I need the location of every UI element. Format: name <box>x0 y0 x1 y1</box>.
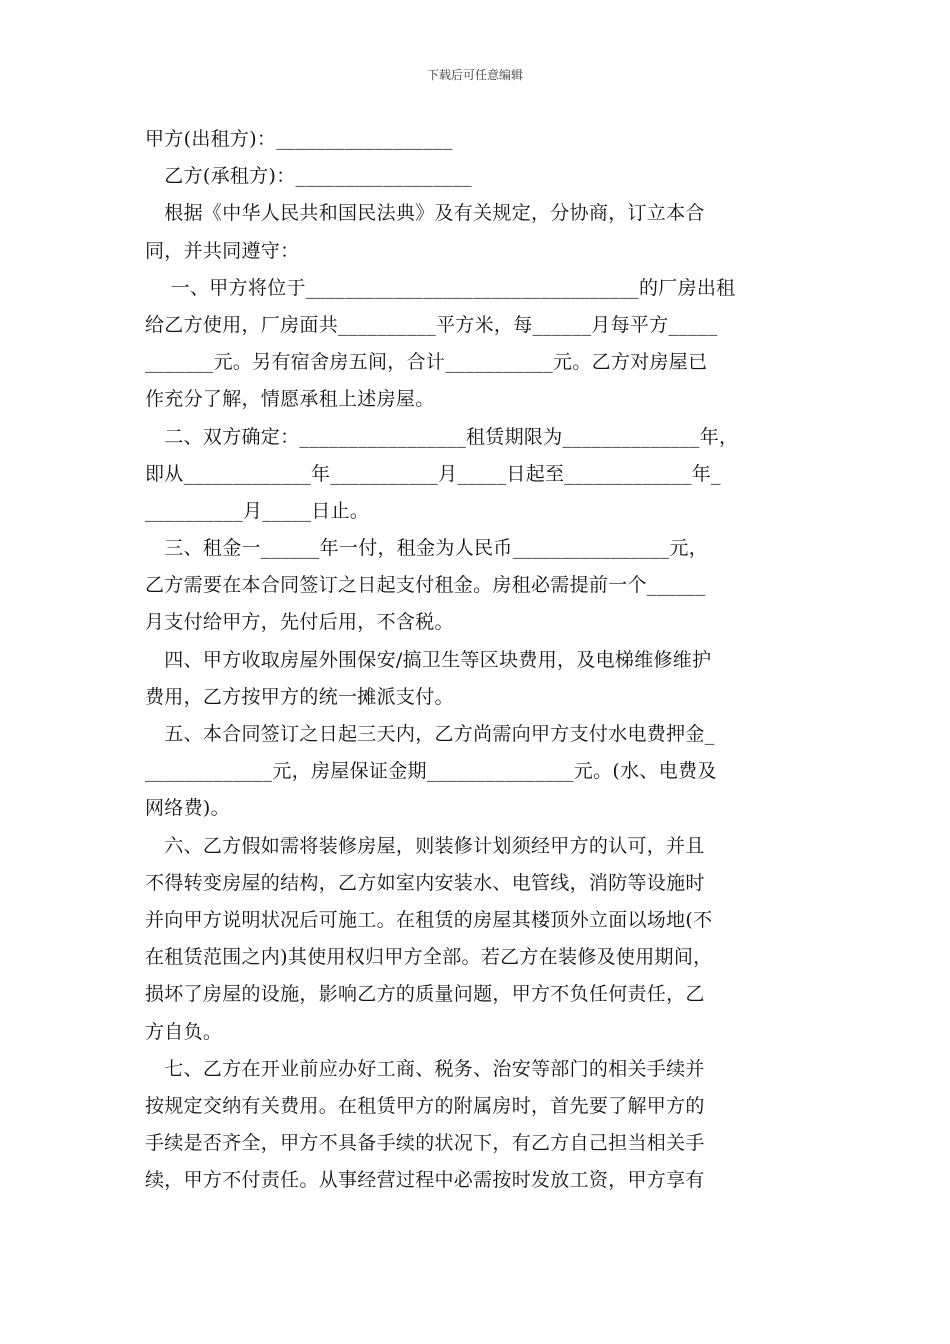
text-line: 甲方(出租方)：__________________ <box>145 128 453 150</box>
text-line: 月支付给甲方，先付后用，不含税。 <box>145 611 454 634</box>
text-line: 手续是否齐全，甲方不具备手续的状况下，有乙方自己担当相关手 <box>145 1132 705 1155</box>
text-line: 按规定交纳有关费用。在租赁甲方的附属房时，首先要了解甲方的 <box>145 1094 705 1117</box>
text-line: 乙方(承租方)：__________________ <box>145 165 472 188</box>
text-line: 在租赁范围之内)其使用权归甲方全部。若乙方在装修及使用期间， <box>145 946 713 969</box>
text-line: 作充分了解，情愿承租上述房屋。 <box>145 388 435 411</box>
text-line: 给乙方使用，厂房面共__________平方米，每______月每平方_____ <box>145 313 718 336</box>
text-line: 一、甲方将位于__________________________________的厂房出租 <box>145 276 736 299</box>
text-line: 四、甲方收取房屋外围保安/搞卫生等区块费用，及电梯维修维护 <box>145 648 712 671</box>
text-line: _______元。另有宿舍房五间，合计___________元。乙方对房屋已 <box>145 351 708 374</box>
text-line: 三、租金一______年一付，租金为人民币________________元， <box>145 537 709 560</box>
text-line: 方自负。 <box>145 1020 223 1043</box>
text-line: __________月_____日止。 <box>145 499 370 522</box>
text-line: 根据《中华人民共和国民法典》及有关规定，分协商，订立本合 <box>145 202 705 225</box>
text-line: 损坏了房屋的设施，影响乙方的质量问题，甲方不负任何责任，乙 <box>145 983 705 1006</box>
page-header-note: 下载后可任意编辑 <box>426 68 523 82</box>
text-line: 七、乙方在开业前应办好工商、税务、治安等部门的相关手续并 <box>145 1057 705 1080</box>
text-line: 同，并共同遵守： <box>145 239 300 262</box>
contract-body <box>145 121 810 1199</box>
text-line: 即从_____________年___________月_____日起至_____________年_ <box>145 462 721 485</box>
text-line: _____________元，房屋保证金期_______________元。(水、电费及 <box>145 760 717 783</box>
text-line: 不得转变房屋的结构，乙方如室内安装水、电管线，消防等设施时 <box>145 871 705 894</box>
text-line: 并向甲方说明状况后可施工。在租赁的房屋其楼顶外立面以场地(不 <box>145 908 713 931</box>
text-line: 乙方需要在本合同签订之日起支付租金。房租必需提前一个______ <box>145 574 706 597</box>
text-line: 续，甲方不付责任。从事经营过程中必需按时发放工资，甲方享有 <box>145 1169 705 1192</box>
text-line: 网络费)。 <box>145 797 230 820</box>
text-line: 二、双方确定：_________________租赁期限为______________年， <box>145 425 739 448</box>
text-line: 费用，乙方按甲方的统一摊派支付。 <box>145 685 454 708</box>
text-line: 五、本合同签订之日起三天内，乙方尚需向甲方支付水电费押金_ <box>145 723 715 745</box>
text-line: 六、乙方假如需将装修房屋，则装修计划须经甲方的认可，并且 <box>145 834 705 857</box>
